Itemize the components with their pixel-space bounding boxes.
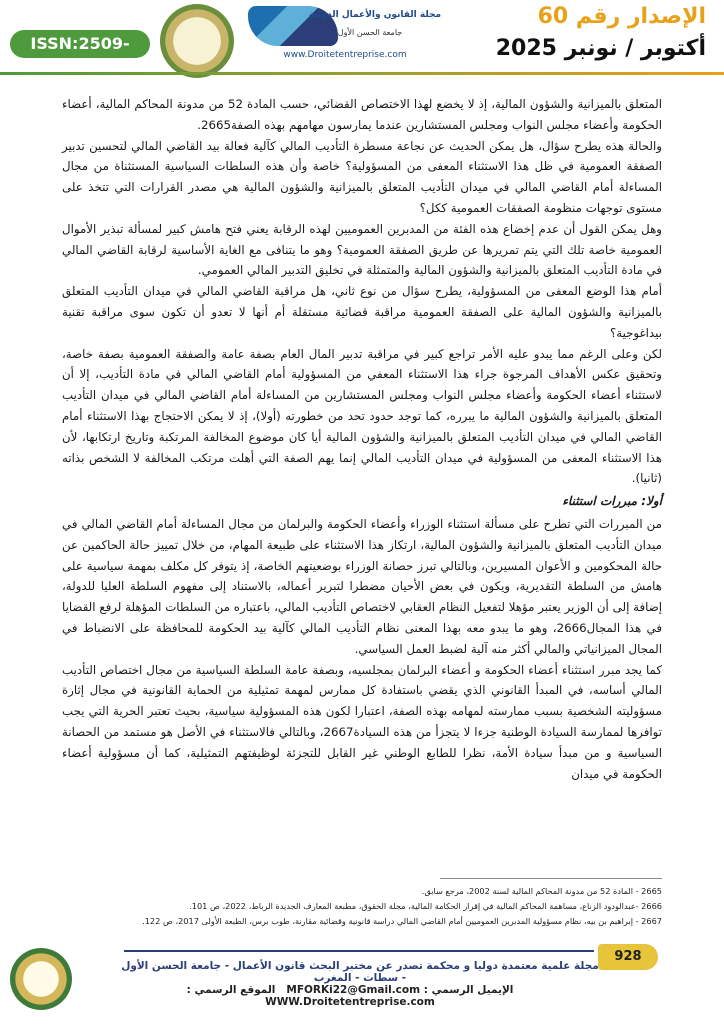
paragraph: من المبررات التي تطرح على مسألة استثناء الوزراء وأعضاء الحكومة والبرلمان من مجال المساءلة أمام القاضي المالي في ميدان التأديب المتعلق بالميزانية والشؤون المالية، ارتكاز هذا الاستثناء على طبيعة المهام، من خلال تمييز حالة الحاكمين عن حالة المحكومين و الأعوان المسيرين، وبالتالي تبرز حصانة الوزراء بوضعيتهم الخاصة، إذ يتوفر كل مكلف بمهمة سياسية على هامش من السلطة التقديرية، ويكون في بعض الأحيان مضطرا لتبرير أعماله، بالاستناد إلى مفهوم السلطة العليا للدولة، إضافة إلى أن الوزير يعتبر مؤهلا لتفعيل النظام العقابي لاختصاص التأديب المالي، باعتباره من السلطات المؤهلة لرفع القضايا في هذا المجال2666، وهو ما يبدو معه بهذا المعنى نظام التأديب المالي كآلية بيد الحكومة للمحافظة على الانضباط في المجال الميزانياتي والمالي أكثر منه آلية لضبط العمل السياسي. (62, 516, 662, 656)
site-label: الموقع الرسمي : (186, 984, 276, 996)
section-heading: أولا: مبررات استثناء (562, 494, 662, 509)
email-label: الإيميل الرسمي : (423, 984, 514, 996)
edition-number: الإصدار رقم 60 (537, 4, 706, 29)
header-divider (0, 72, 724, 75)
paragraph: والحالة هذه يطرح سؤال، هل يمكن الحديث عن نجاعة مسطرة التأديب المالي كآلية فعالة بيد القاضي المالي لتحسين تدبير الصفقة العمومية في ظل هذا الاستثناء المعفى من المسؤولية؟ خاصة وأن هذه السلطات السياسية المستثناة من مجال المساءلة أمام القاضي المالي في ميدان التأديب المتعلق بالميزانية والشؤون المالية هي مصدر القرارات التي تتخذ على مستوى توجهات منظومة الصفقات العمومية ككل؟ (62, 138, 662, 215)
issn-badge: ISSN:2509- (10, 30, 150, 58)
paragraph: وهل يمكن القول أن عدم إخضاع هذه الفئة من المدبرين العموميين لهذه الرقابة يعني فتح هامش كبير لمسألة تبذير الأموال العمومية خاصة تلك التي يتم تمريرها عن طريق الصفقة العمومية؟ وهو ما يتنافى مع الغاية الأساسية لرقابة القاضي المالي في مادة التأديب المتعلق بالميزانية والشؤون المالية والمتمثلة في تخليق التدبير المالي العمومي. (62, 221, 662, 278)
paragraph: لكن وعلى الرغم مما يبدو عليه الأمر تراجع كبير في مراقبة تدبير المال العام بصفة عامة والصفقة العمومية بصفة خاصة، وتحقيق عكس الأهداف المرجوة جراء هذا الاستثناء المعفي من المسؤولية أمام القاضي المالي في مادة التأديب، إلا أن لاستثناء أعضاء الحكومة وأعضاء مجلس النواب ومجلس المستشارين من المساءلة أمام القاضي المالي في ميدان التأديب المتعلق بالميزانية والشؤون المالية ما يبرره، كما توجد حدود تحد من خطورته (أولا)، إذ لا يمكن الاحتجاج بهذا الاستثناء أمام القاضي المالي في ميدان التأديب المتعلق بالميزانية والشؤون المالية أيا كان موضوع المخالفة المرتكبة وتاريخ ارتكابها، لأن هذا الاستثناء المعفى من المسؤولية في ميدان التأديب المالي إنما يهم الصفة التي أهلت مرتكب المخالفة لا الشخص بذاته (ثانيا). (62, 346, 662, 486)
footnote-divider (440, 878, 662, 879)
paragraph: المتعلق بالميزانية والشؤون المالية، إذ لا يخضع لهذا الاختصاص القضائي، حسب المادة 52 من مدونة المحاكم المالية، أعضاء الحكومة وأعضاء مجلس النواب ومجلس المستشارين عندما يمارسون مهامهم بهذه الصفة2665. (62, 97, 662, 132)
university-name: جامعة الحسن الأول (337, 28, 403, 37)
footer-description: مجلة علمية معتمدة دوليا و محكمة تصدر عن مختبر البحث قانون الأعمال - جامعة الحسن الأول - سطات - المغرب (121, 960, 599, 984)
email-link[interactable]: MFORKi22@Gmail.com (286, 984, 421, 996)
footer-contact (110, 984, 590, 1008)
edition-date: أكتوبر / نونبر 2025 (495, 36, 706, 61)
page-header (0, 0, 724, 84)
lab-seal-logo (10, 948, 72, 1010)
page-number: 928 (598, 944, 658, 970)
footnote: 2667 - إبراهيم بن بيه، نظام مسؤولية المدبرين العموميين أمام القاضي المالي دراسة قانونية وقضائية مقارنة، طوب برس، الطبعة الأولى 2017، ص 122. (142, 916, 662, 926)
footnote: 2665 - المادة 52 من مدونة المحاكم المالية لسنة 2002، مرجع سابق. (421, 886, 662, 896)
footnotes (62, 884, 662, 929)
header-website: www.Droitetentreprise.com (283, 50, 407, 60)
paragraph: أمام هذا الوضع المعفى من المسؤولية، يطرح سؤال من نوع ثاني، هل مراقبة القاضي المالي في ميدان التأديب المتعلق بالميزانية والشؤون المالية على الصفقة العمومية مراقبة قضائية مستقلة أم أنها لا تعدو أن تكون سوى مراقبة تقنية بيداغوجية؟ (62, 284, 662, 340)
footnote: 2666 -عبدالودود الزناع، مساهمة المحاكم المالية في إقرار الحكامة المالية، مجلة الحقوق، مطبعة المعارف الجديدة الرباط، 2022، ص 101. (189, 901, 662, 911)
paragraph: كما يجد مبرر استثناء أعضاء الحكومة و أعضاء البرلمان بمجلسيه، وبصفة عامة السلطة السياسية من مجال اختصاص التأديب المالي أساسه، في المبدأ القانوني الذي يقضي باستفادة كل ممارس لمهمة تمثيلية من الحماية القانونية في مجال إثارة مسؤوليته الشخصية بسبب ممارسته لمهامه بهذه الصفة، اعتبارا لكون هذه المسؤولية سياسية، بحيث تعتبر الحرية التي يجب توافرها لممارسة السيادة الوطنية جزءا لا يتجزأ من هذه السيادة2667، وبالتالي فالاستثناء في الأصل هو مستمد من الحصانة السياسية و من مبدأ سيادة الأمة، نظرا للطابع الوطني غير القابل للتجزئة لوظيفتهم التمثيلية، كما أن مسؤولية أعضاء الحكومة في ميدان (62, 662, 662, 781)
footer-divider (124, 950, 594, 952)
website-link[interactable]: WWW.Droitetentreprise.com (265, 996, 435, 1008)
journal-title: مجلة القانون والأعمال الدولية (308, 10, 442, 20)
article-body (62, 94, 662, 784)
university-logo (160, 4, 234, 78)
